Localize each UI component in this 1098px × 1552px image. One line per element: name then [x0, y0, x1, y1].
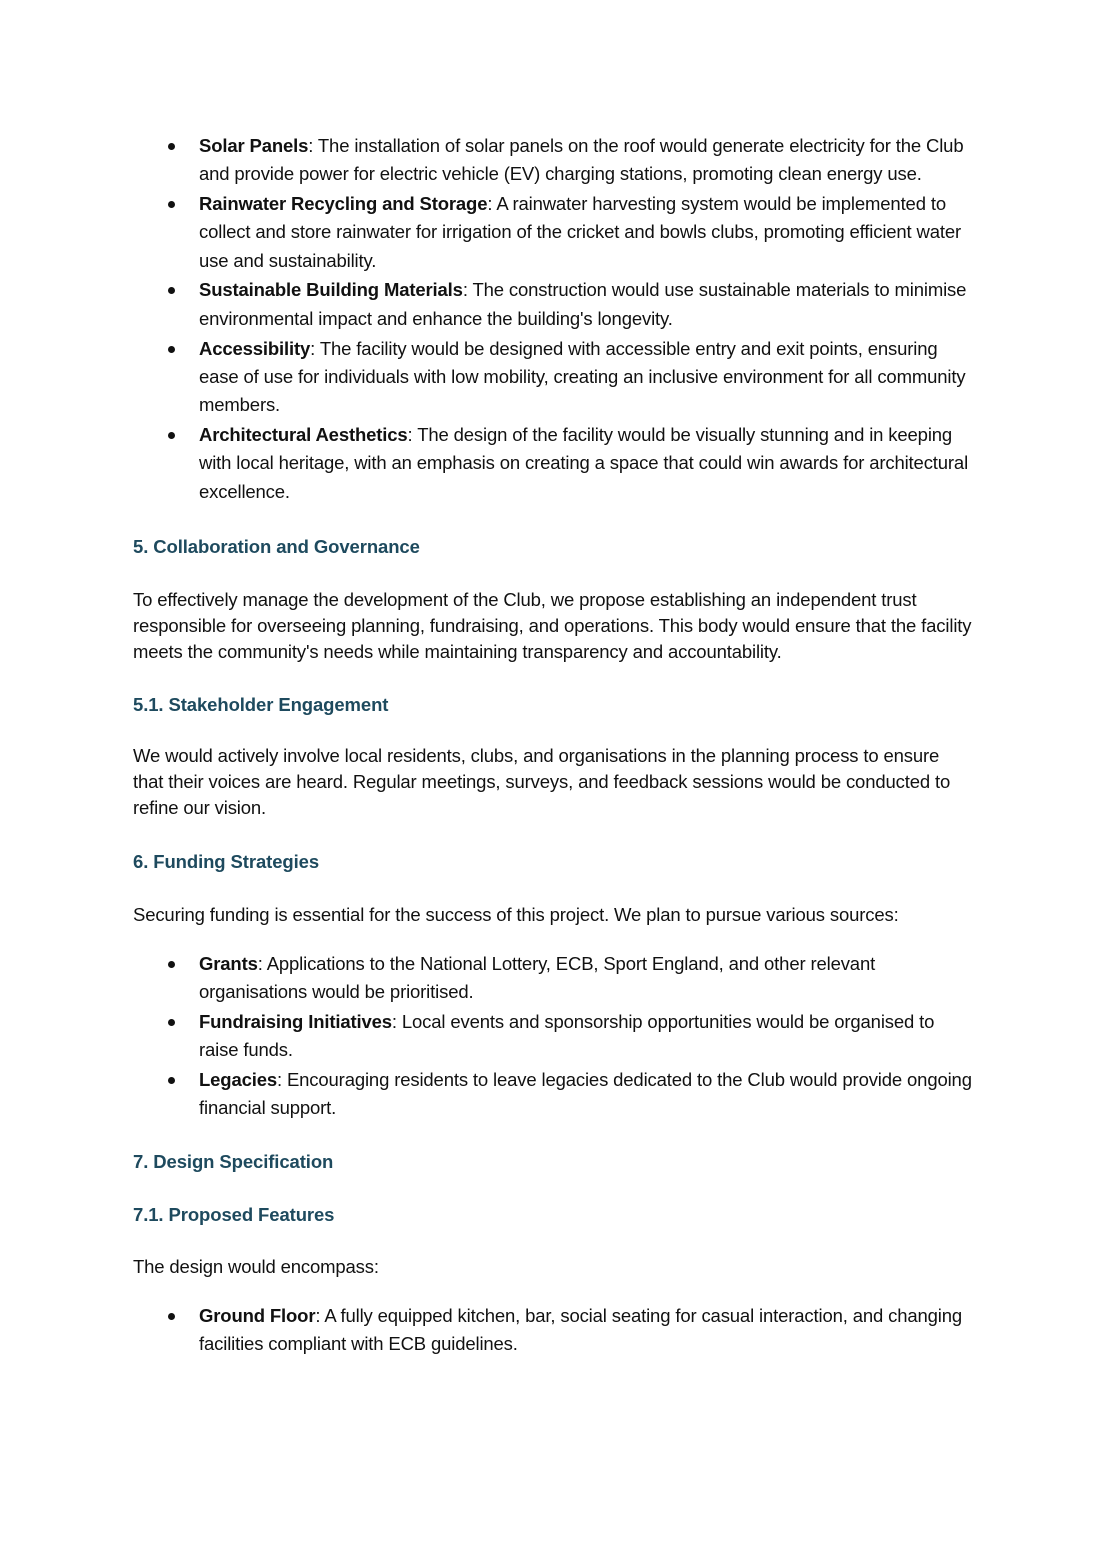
- list-item-text: : A fully equipped kitchen, bar, social seating for casual interaction, and changing facilities compliant with ECB guidelines.: [199, 1304, 963, 1354]
- bullet-icon: [168, 201, 175, 208]
- list-item-text: : The facility would be designed with accessible entry and exit points, ensuring ease of use for individuals with low mobility, creating an inclusive environment for all community members.: [199, 337, 966, 416]
- section-heading-collaboration: 5. Collaboration and Governance: [133, 535, 420, 557]
- list-item: [133, 190, 973, 275]
- list-item-term: Fundraising Initiatives: [199, 1010, 392, 1032]
- section-body-funding: Securing funding is essential for the success of this project. We plan to pursue various sources:: [133, 903, 899, 925]
- list-item-term: Ground Floor: [199, 1304, 316, 1326]
- list-item-term: Legacies: [199, 1069, 277, 1091]
- section-heading-funding: 6. Funding Strategies: [133, 850, 320, 872]
- bullet-icon: [168, 432, 175, 439]
- list-item-term: Grants: [199, 952, 258, 974]
- document-page: [133, 132, 973, 1360]
- list-item-text: : The installation of solar panels on the roof would generate electricity for the Club and provide power for electric vehicle (EV) charging stations, promoting clean energy use.: [199, 135, 964, 185]
- bullet-icon: [168, 143, 175, 150]
- list-item: [133, 1066, 973, 1123]
- list-item: [133, 1008, 973, 1065]
- section-heading-proposed-features: 7.1. Proposed Features: [133, 1203, 335, 1225]
- bullet-icon: [168, 1313, 175, 1320]
- list-item: [133, 950, 973, 1007]
- bullet-icon: [168, 287, 175, 294]
- list-item-term: Sustainable Building Materials: [199, 279, 463, 301]
- list-item-text: : The design of the facility would be visually stunning and in keeping with local heritage, with an emphasis on creating a space that could win awards for architectural excellence.: [199, 423, 969, 502]
- list-item: [133, 276, 973, 333]
- list-item-term: Rainwater Recycling and Storage: [199, 193, 488, 215]
- list-item: [133, 1302, 973, 1359]
- list-item-term: Solar Panels: [199, 135, 309, 156]
- list-item: [133, 421, 973, 506]
- section-heading-stakeholder: 5.1. Stakeholder Engagement: [133, 693, 389, 715]
- list-item: [133, 335, 973, 420]
- section-heading-design: 7. Design Specification: [133, 1150, 334, 1172]
- list-item-text: : The construction would use sustainable materials to minimise environmental impact and enhance the building's longevity.: [199, 279, 967, 329]
- list-item-text: : Encouraging residents to leave legacies dedicated to the Club would provide ongoing financial support.: [199, 1069, 972, 1119]
- bullet-icon: [168, 1077, 175, 1084]
- funding-sources-list: [133, 950, 973, 1123]
- list-item-text: : A rainwater harvesting system would be implemented to collect and store rainwater for irrigation of the cricket and bowls clubs, promoting efficient water use and sustainability.: [199, 193, 962, 271]
- list-item-text: : Local events and sponsorship opportunities would be organised to raise funds.: [199, 1010, 935, 1061]
- bullet-icon: [168, 1019, 175, 1026]
- list-item-term: Architectural Aesthetics: [199, 423, 408, 445]
- section-body-proposed-features: The design would encompass:: [133, 1255, 379, 1277]
- list-item: [133, 132, 973, 189]
- list-item-text: : Applications to the National Lottery, ECB, Sport England, and other relevant organisations would be prioritised.: [199, 952, 876, 1003]
- section-body-collaboration: To effectively manage the development of the Club, we propose establishing an independent trust responsible for overseeing planning, fundraising, and operations. This body would ensure that the facility meets the community's needs while maintaining transparency and accountability.: [133, 588, 972, 662]
- bullet-icon: [168, 961, 175, 968]
- proposed-features-list: [133, 1302, 973, 1359]
- bullet-icon: [168, 346, 175, 353]
- sustainability-features-list: [133, 132, 973, 506]
- section-body-stakeholder: We would actively involve local residents, clubs, and organisations in the planning process to ensure that their voices are heard. Regular meetings, surveys, and feedback sessions would be conducted to refine our vision.: [133, 744, 951, 818]
- list-item-term: Accessibility: [199, 337, 311, 359]
